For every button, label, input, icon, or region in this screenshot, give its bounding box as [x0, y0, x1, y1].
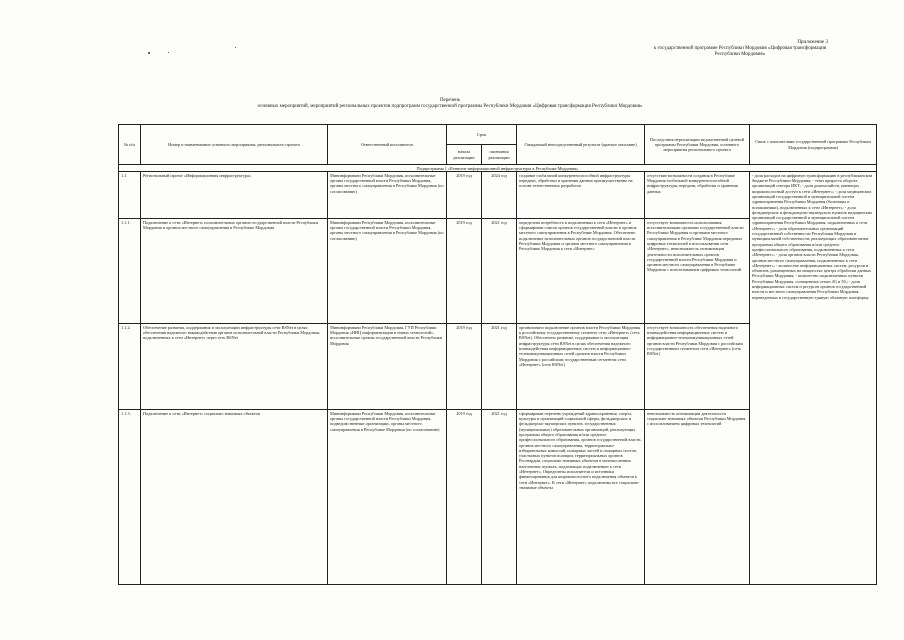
- row-executor: Мининформвязи Республики Мордовия, исполнительные органы государственной власти Республики Мордовия, органы местного самоуправления в Республике Мордовия (по согласованию): [328, 219, 447, 324]
- table-header-row: [119, 125, 877, 145]
- row-consequences: отсутствует возможность использования исполнительными органами государственной власти Республики Мордовия и органами местного самоуправления в Республике Мордовия передовых цифровых технологий в использовании сети «Интернет», невозможность оптимизации деятельности исполнительных органов государственной власти Республики Мордовия и органов местного самоуправления в Республике Мордовия с использованием цифровых технологий: [645, 219, 750, 324]
- scan-dot: [148, 52, 150, 54]
- row-result: организовано подключение органов власти Республики Мордовия к российскому государственному сегменту сети «Интернет» (сеть RSNet). Обеспечено развитие, поддержание и эксплуатация инфраструктуры сети RSNet в целях обеспечения надежного взаимодействия информационных систем и информационно-телекоммуникационных сетей органов власти Республики Мордовия с российским государственным сегментом сети «Интернет» (сеть RSNet): [517, 324, 645, 410]
- subprogram-title: Подпрограмма 1 «Развитие информационной инфраструктуры в Республике Мордовия»: [119, 165, 877, 172]
- header-result: Ожидаемый непосредственный результат (краткое описание): [517, 125, 645, 165]
- header-start: начала реализации: [447, 145, 482, 165]
- row-end: 2024 год: [482, 172, 517, 219]
- row-num: 1.1.1.: [119, 219, 141, 324]
- row-result: создание глобальной конкурентоспособной инфраструктуры передачи, обработки и хранения данных преимущественно на основе отечественных разработок: [517, 172, 645, 219]
- row-start: 2019 год: [447, 324, 482, 410]
- row-executor: Мининформвязи Республики Мордовия, исполнительные органы государственной власти Республики Мордовия, органы местного самоуправления в Республике Мордовия (по согласованию): [328, 172, 447, 219]
- header-name: Номер и наименование основного мероприятия, регионального проекта: [141, 125, 328, 165]
- row-name: Подключение к сети «Интернет» исполнительных органов государственной власти Республики Мордовия и органов местного самоуправления в Республике Мордовия: [141, 219, 328, 324]
- table-row: [119, 172, 877, 219]
- row-executor: Мининформвязи Республики Мордовия, ГУП Республики Мордовия «НИЦ информатизации и новых технологий», исполнительные органы государственной власти Республики Мордовия: [328, 324, 447, 410]
- row-start: 2019 год: [447, 410, 482, 585]
- activities-table: [118, 124, 877, 585]
- row-result: сформирован перечень учреждений здравоохранения, спорта, культуры и организаций социальной сферы, фельдшерских и фельдшерско-акушерских пунктов, государственных (муниципальных) образовательных организаций, реализующих программы общего образования и/или среднего профессионального образования, органов государственной власти, органов местного самоуправления, территориально-избирательных комиссий, пожарных частей и пожарных постов, участковых пунктов полиции, территориальных органов Росгвардии, социально-значимых объектов в малочисленных населенных пунктах, подлежащих подключению к сети «Интернет». Определены исполнители и источники финансирования для широкополосного подключения объектов к сети «Интернет». К сети «Интернет» подключены все социально-значимые объекты: [517, 410, 645, 585]
- subprogram-row: [119, 165, 877, 172]
- title-heading: Перечень: [439, 98, 461, 103]
- scan-dot: [168, 52, 169, 53]
- appendix-reference: к государственной программе Республики Мордовия «Цифровая трансформация: [653, 46, 827, 52]
- header-term: Срок: [447, 125, 517, 145]
- header-consequences: Последствия нереализации ведомственной целевой программы Республики Мордовия, основного мероприятия регионального проекта: [645, 125, 750, 165]
- appendix-program: Республики Мордовия»: [714, 52, 766, 58]
- header-num: № п/п: [119, 125, 141, 165]
- row-name: Обеспечение развития, поддержания и эксплуатации инфраструктуры сети RSNet в целях обеспечения надежного взаимодействия органов исполнительной власти Республики Мордовия, подключенных к сети «Интернет» через сеть RSNet: [141, 324, 328, 410]
- row-links: - доля расходов на цифровую трансформацию в республиканском бюджете Республики Мордовия; - темп прироста оборота организаций сектора ИКТ; - доля домохозяйств, имеющих широкополосный доступ к сети «Интернет»; - доля медицинских организаций государственной и муниципальной систем здравоохранения Республики Мордовия (больницы и поликлиники), подключенных к сети «Интернет»; - доля фельдшерских и фельдшерско-акушерских пунктов медицинских организаций государственной и муниципальной систем здравоохранения Республики Мордовия, подключенных к сети «Интернет»; - доля образовательных организаций государственной собственности Республики Мордовия и муниципальной собственности, реализующих образовательные программы общего образования и/или среднего профессионального образования, подключенных к сети «Интернет»; - доля органов власти Республики Мордовия, органов местного самоуправления, подключенных к сети «Интернет»; - количество информационных систем, ресурсов и объектов, размещенных на мощностях центра обработки данных Республики Мордовия; - количество подключенных пунктов Республики Мордовия, оснащенных сетью 4G и 5G; - доля информационных систем и ресурсов органов государственной власти и местного самоуправления Республики Мордовия, переведенных в государственную единую облачную платформу: [750, 172, 877, 585]
- document-title: [150, 98, 750, 110]
- header-end: окончания реализации: [482, 145, 517, 165]
- row-num: 1.1.2.: [119, 324, 141, 410]
- row-start: 2019 год: [447, 172, 482, 219]
- row-end: 2021 год: [482, 410, 517, 585]
- row-end: 2021 год: [482, 219, 517, 324]
- row-num: 1.1.3.: [119, 410, 141, 585]
- row-consequences: невозможность оптимизации деятельности социально-значимых объектов Республики Мордовия с использованием цифровых технологий: [645, 410, 750, 585]
- header-executor: Ответственный исполнитель: [328, 125, 447, 165]
- appendix-number: Приложение 3: [797, 40, 828, 45]
- title-subheading: основных мероприятий, мероприятий региональных проектов подпрограмм государственной программы Республики Мордовия «Цифровая трансформация Республики Мордовия»: [257, 104, 643, 110]
- scan-dot: [235, 47, 236, 48]
- row-end: 2021 год: [482, 324, 517, 410]
- row-consequences: отсутствие возможности создания в Республике Мордовия глобальной конкурентоспособной инфраструктуры передачи, обработки и хранения данных: [645, 172, 750, 219]
- row-start: 2019 год: [447, 219, 482, 324]
- header-links: Связь с показателями государственной программы Республики Мордовия (подпрограммы): [750, 125, 877, 165]
- row-name: Региональный проект «Информационная инфраструктура»: [141, 172, 328, 219]
- row-consequences: отсутствует возможность обеспечения надежного взаимодействия информационных систем и информационно-телекоммуникационных сетей органов власти Республики Мордовия с российским государственным сегментом сети «Интернет» (сеть RSNet): [645, 324, 750, 410]
- appendix-header: [640, 40, 840, 59]
- row-num: 1.1.: [119, 172, 141, 219]
- row-result: определена потребность в подключении к сети «Интернет» и сформирован список органов государственной власти и органов местного самоуправления в Республике Мордовия. Обеспечено подключение исполнительных органов государственной власти Республики Мордовия и органов местного самоуправления в Республике Мордовия к сети «Интернет»: [517, 219, 645, 324]
- row-executor: Мининформвязи Республики Мордовия, исполнительные органы государственной власти Республики Мордовия, подведомственные организации, органы местного самоуправления в Республике Мордовия (по согласованию): [328, 410, 447, 585]
- row-name: Подключение к сети «Интернет» социально значимых объектов: [141, 410, 328, 585]
